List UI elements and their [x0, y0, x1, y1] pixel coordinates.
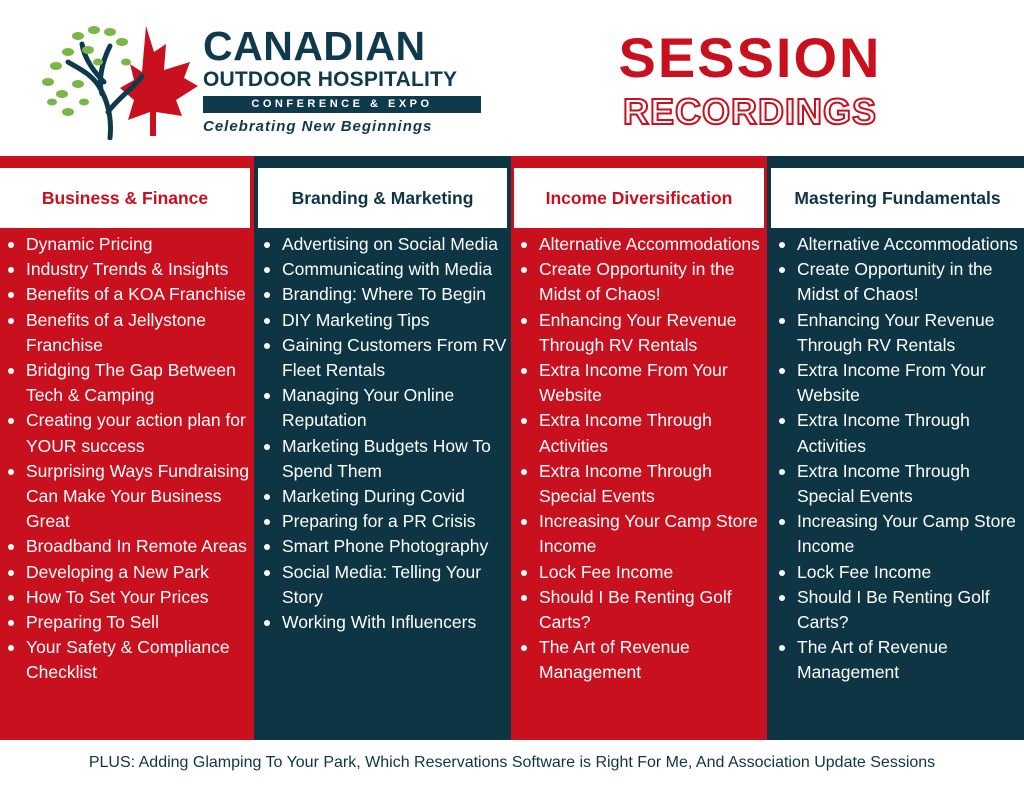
maple-leaf-icon — [120, 26, 198, 136]
tagline: Celebrating New Beginnings — [203, 118, 433, 135]
list-item: Benefits of a KOA Franchise — [4, 282, 254, 307]
list-item: Alternative Accommodations — [517, 232, 767, 257]
list-item: Alternative Accommodations — [775, 232, 1021, 257]
list-item: Extra Income Through Activities — [775, 408, 1021, 458]
list-item: Smart Phone Photography — [260, 534, 510, 559]
list-item: Should I Be Renting Golf Carts? — [775, 585, 1021, 635]
list-item: Preparing To Sell — [4, 610, 254, 635]
list-item: Marketing Budgets How To Spend Them — [260, 434, 510, 484]
list-item: Lock Fee Income — [517, 560, 767, 585]
list-item: Gaining Customers From RV Fleet Rentals — [260, 333, 510, 383]
column-business-finance — [0, 156, 254, 740]
list-item: Broadband In Remote Areas — [4, 534, 254, 559]
list-item: Advertising on Social Media — [260, 232, 510, 257]
column-title: Income Diversification — [514, 168, 764, 228]
list-item: Benefits of a Jellystone Franchise — [4, 308, 254, 358]
header — [0, 0, 1024, 156]
list-item: Increasing Your Camp Store Income — [517, 509, 767, 559]
list-item: Communicating with Media — [260, 257, 510, 282]
session-list — [260, 232, 510, 635]
list-item: Working With Influencers — [260, 610, 510, 635]
list-item: Enhancing Your Revenue Through RV Rentals — [517, 308, 767, 358]
brand-bar: CONFERENCE & EXPO — [203, 96, 481, 113]
list-item: Social Media: Telling Your Story — [260, 560, 510, 610]
column-income-diversification — [511, 156, 767, 740]
column-branding-marketing — [254, 156, 511, 740]
title-recordings: RECORDINGS — [622, 91, 878, 132]
session-columns — [0, 156, 1024, 740]
list-item: Enhancing Your Revenue Through RV Rentals — [775, 308, 1021, 358]
list-item: Extra Income Through Activities — [517, 408, 767, 458]
list-item: The Art of Revenue Management — [775, 635, 1021, 685]
session-list — [517, 232, 767, 686]
brand-sub: OUTDOOR HOSPITALITY — [203, 68, 458, 91]
list-item: Extra Income Through Special Events — [517, 459, 767, 509]
list-item: Should I Be Renting Golf Carts? — [517, 585, 767, 635]
list-item: Bridging The Gap Between Tech & Camping — [4, 358, 254, 408]
tree-icon — [38, 22, 200, 140]
column-title: Branding & Marketing — [258, 168, 507, 228]
list-item: Dynamic Pricing — [4, 232, 254, 257]
session-list — [775, 232, 1021, 686]
list-item: Your Safety & Compliance Checklist — [4, 635, 254, 685]
list-item: Surprising Ways Fundraising Can Make Your Business Great — [4, 459, 254, 535]
list-item: DIY Marketing Tips — [260, 308, 510, 333]
brand-main: CANADIAN — [203, 23, 426, 69]
column-title: Business & Finance — [0, 168, 250, 228]
list-item: Preparing for a PR Crisis — [260, 509, 510, 534]
list-item: Create Opportunity in the Midst of Chaos! — [517, 257, 767, 307]
list-item: Increasing Your Camp Store Income — [775, 509, 1021, 559]
list-item: Managing Your Online Reputation — [260, 383, 510, 433]
list-item: Branding: Where To Begin — [260, 282, 510, 307]
list-item: Lock Fee Income — [775, 560, 1021, 585]
list-item: How To Set Your Prices — [4, 585, 254, 610]
list-item: Extra Income From Your Website — [517, 358, 767, 408]
column-title: Mastering Fundamentals — [771, 168, 1024, 228]
session-list — [4, 232, 254, 686]
column-mastering-fundamentals — [767, 156, 1024, 740]
footer-note: PLUS: Adding Glamping To Your Park, Which Reservations Software is Right For Me, And Association Update Sessions — [88, 754, 936, 771]
list-item: Developing a New Park — [4, 560, 254, 585]
list-item: Extra Income Through Special Events — [775, 459, 1021, 509]
list-item: Industry Trends & Insights — [4, 257, 254, 282]
list-item: Create Opportunity in the Midst of Chaos! — [775, 257, 1021, 307]
list-item: The Art of Revenue Management — [517, 635, 767, 685]
brand-logo-text — [203, 23, 488, 135]
title-session: SESSION — [618, 26, 882, 89]
list-item: Marketing During Covid — [260, 484, 510, 509]
list-item: Creating your action plan for YOUR success — [4, 408, 254, 458]
list-item: Extra Income From Your Website — [775, 358, 1021, 408]
